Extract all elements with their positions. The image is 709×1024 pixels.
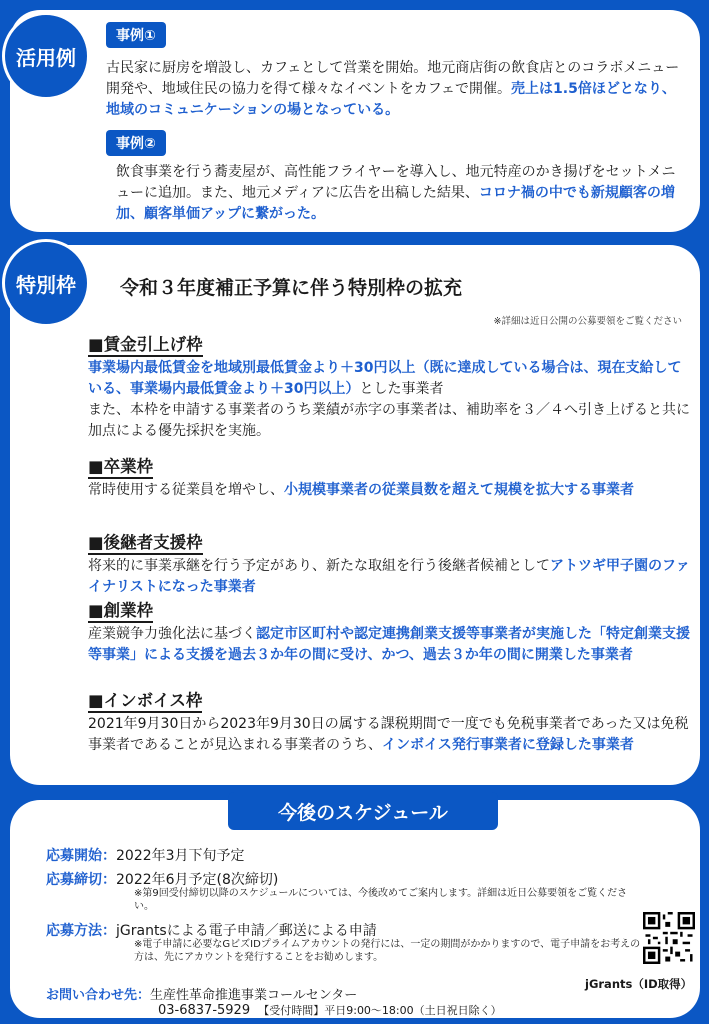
- method-label: 応募方法：: [46, 923, 116, 939]
- start-label: 応募開始：: [46, 848, 116, 864]
- special-frame-badge: 特別枠: [2, 239, 90, 327]
- qr-caption: jGrants（ID取得）: [585, 977, 693, 991]
- method-row: [46, 920, 377, 940]
- successor-section-body: [88, 556, 694, 598]
- case1-plain: 古民家に厨房を増設し、カフェとして営業を開始。地元商店街の飲食店とのコラボメニュー開発や、地域住民の協力を得て様々なイベントをカフェで開催。: [106, 60, 680, 97]
- case1-tag: 事例①: [106, 22, 166, 48]
- successor-highlight: アトツギ甲子園のファイナリストになった事業者: [88, 558, 690, 595]
- contact-row: [46, 984, 357, 1003]
- invoice-plain: 2021年9月30日から2023年9月30日の属する課税期間で一度でも免税事業者であった又は免税事業者であることが見込まれる事業者のうち、: [88, 716, 689, 753]
- wage-section-body: [88, 358, 694, 442]
- invoice-section-body: [88, 714, 694, 756]
- start-value: 2022年3月下旬予定: [116, 848, 245, 864]
- case-examples-badge: 活用例: [2, 12, 90, 100]
- invoice-section-title: ■インボイス枠: [88, 691, 202, 713]
- deadline-label: 応募締切：: [46, 872, 116, 888]
- case1-highlight: 売上は1.5倍ほどとなり、地域のコミュニケーションの場となっている。: [106, 81, 676, 118]
- qr-code-icon: [643, 912, 695, 964]
- invoice-highlight: インボイス発行事業者に登録した事業者: [382, 737, 634, 753]
- startup-highlight: 認定市区町村や認定連携創業支援等事業者が実施した「特定創業支援等事業」による支援を過去３か年の間に受け、かつ、過去３か年の間に開業した事業者: [88, 626, 690, 663]
- special-frame-headline: 令和３年度補正予算に伴う特別枠の拡充: [120, 277, 463, 299]
- contact-hours: 【受付時間】平日9:00～18:00（土日祝日除く）: [258, 1004, 502, 1017]
- start-row: [46, 845, 245, 865]
- special-frame-panel: [10, 245, 700, 785]
- schedule-title: 今後のスケジュール: [228, 792, 498, 830]
- contact-phone: 03-6837-5929: [158, 1003, 251, 1018]
- case1-text: [106, 58, 688, 121]
- deadline-note: ※第9回受付締切以降のスケジュールについては、今後改めてご案内します。詳細は近日公募要領をご覧ください。: [134, 888, 628, 912]
- wage-plain2: また、本枠を申請する事業者のうち業績が赤字の事業者は、補助率を３／４へ引き上げると共に加点による優先採択を実施。: [88, 402, 690, 439]
- deadline-row: [46, 869, 278, 889]
- graduation-highlight: 小規模事業者の従業員数を超えて規模を拡大する事業者: [284, 482, 634, 498]
- case2-tag: 事例②: [106, 130, 166, 156]
- case-examples-panel: [10, 10, 700, 232]
- method-value: jGrantsによる電子申請／郵送による申請: [116, 923, 377, 939]
- graduation-plain: 常時使用する従業員を増やし、: [88, 482, 284, 498]
- startup-section-title: ■創業枠: [88, 601, 153, 623]
- contact-detail-row: [158, 1002, 502, 1018]
- case2-text: [116, 162, 688, 225]
- deadline-value: 2022年6月予定(8次締切): [116, 872, 279, 888]
- contact-name: 生産性革命推進事業コールセンター: [150, 988, 358, 1003]
- successor-section-title: ■後継者支援枠: [88, 533, 203, 555]
- graduation-section-title: ■卒業枠: [88, 457, 153, 479]
- jgrants-qr-code[interactable]: [643, 912, 695, 964]
- startup-section-body: [88, 624, 694, 666]
- contact-label: お問い合わせ先：: [46, 988, 151, 1003]
- wage-section-title: ■賃金引上げ枠: [88, 335, 203, 357]
- method-note: ※電子申請に必要なGビズIDプライムアカウントの発行には、一定の期間がかかりますので、電子申請をお考えの方は、先にアカウントを発行することをお勧めします。: [134, 939, 641, 963]
- successor-plain: 将来的に事業承継を行う予定があり、新たな取組を行う後継者候補として: [88, 558, 550, 574]
- special-frame-note: ※詳細は近日公開の公募要領をご覧ください: [493, 316, 682, 327]
- graduation-section-body: [88, 480, 694, 501]
- startup-plain: 産業競争力強化法に基づく: [88, 626, 256, 642]
- case2-plain: 飲食事業を行う蕎麦屋が、高性能フライヤーを導入し、地元特産のかき揚げをセットメニューに追加。また、地元メディアに広告を出稿した結果、: [116, 164, 676, 201]
- wage-plain: とした事業者: [359, 381, 444, 397]
- wage-highlight: 事業場内最低賃金を地域別最低賃金より＋30円以上（既に達成している場合は、現在支給している、事業場内最低賃金より＋30円以上）: [88, 360, 682, 397]
- case2-highlight: コロナ禍の中でも新規顧客の増加、顧客単価アップに繋がった。: [116, 185, 675, 222]
